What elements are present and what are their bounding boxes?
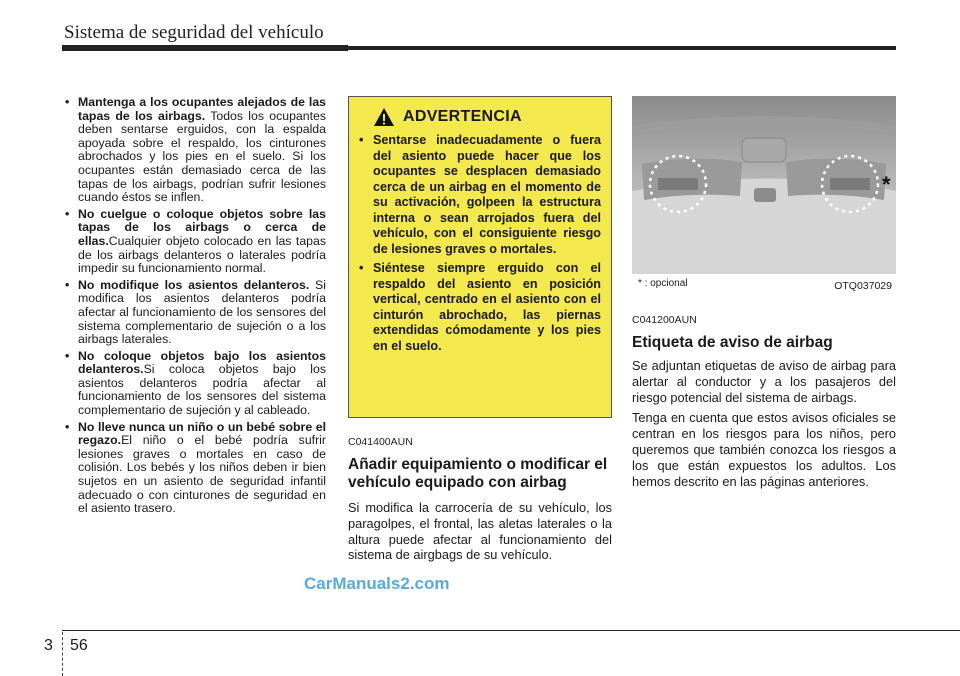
- figure-optional-note: * : opcional: [638, 278, 688, 289]
- page-section-number: 3: [44, 637, 53, 654]
- footer-divider: [62, 632, 63, 676]
- sun-visor-figure: [632, 96, 896, 302]
- right-column: [632, 96, 896, 490]
- section-body: Tenga en cuenta que estos avisos oficiales se centran en los riesgos para los niños, pero queremos que también conozca los riesgos a los que están expuestos los adultos. Los hemos descrito en las páginas anteriores.: [632, 410, 896, 489]
- bullet-item: • No coloque objetos bajo los asientos delanteros.Si coloca objetos bajo los asientos delanteros podría afectar al funcionamiento de los sensores del sistema complementario de sujeción y al cableado.: [64, 350, 326, 418]
- watermark-link[interactable]: CarManuals2.com: [304, 574, 450, 593]
- middle-column: [348, 96, 612, 563]
- warning-item: • Siéntese siempre erguido con el respaldo del asiento en posición vertical, centrado en el asiento con el cinturón abrochado, las piernas extendidas cómodamente y los pies en el suelo.: [359, 261, 601, 354]
- page-header-title: Sistema de seguridad del vehículo: [64, 22, 324, 43]
- optional-star: *: [882, 172, 891, 197]
- warning-item: • Sentarse inadecuadamente o fuera del asiento puede hacer que los ocupantes se desplacen demasiado cerca de un airbag en el momento de su activación, golpeen la estructura interna o sean arrojados fuera del vehículo, con el consiguiente riesgo de lesiones graves o mortales.: [359, 133, 601, 257]
- figure-code: OTQ037029: [834, 280, 892, 292]
- section-code: C041400AUN: [348, 436, 413, 448]
- warning-header: [359, 107, 601, 127]
- section-title: Añadir equipamiento o modificar el vehículo equipado con airbag: [348, 456, 608, 491]
- section-body: Se adjuntan etiquetas de aviso de airbag para alertar al conductor y a los pasajeros del riesgo potencial del sistema de airbags.: [632, 358, 896, 405]
- section-code: C041200AUN: [632, 314, 697, 326]
- section-body: Si modifica la carrocería de su vehículo, los paragolpes, el frontal, las aletas laterales o la altura puede afectar al funcionamiento del sistema de airgbags de su vehículo.: [348, 500, 612, 563]
- bullet-item: • No lleve nunca un niño o un bebé sobre el regazo.El niño o el bebé podría sufrir lesiones graves o mortales en caso de colisión. Los bebés y los niños deben ir bien sujetos en un asiento de seguridad infantil adecuado o con cinturones de seguridad en el asiento trasero.: [64, 421, 326, 516]
- car-interior-illustration: [632, 96, 896, 274]
- page-number: 56: [70, 637, 88, 654]
- warning-box: [348, 96, 612, 418]
- header-rule-accent: [62, 45, 348, 51]
- section-title: Etiqueta de aviso de airbag: [632, 334, 833, 351]
- bullet-item: • No cuelgue o coloque objetos sobre las tapas de los airbags o cerca de ellas.Cualquier objeto colocado en las tapas de los airbags delanteros o laterales podría impedir su funcionamiento normal.: [64, 208, 326, 276]
- footer-rule: [62, 630, 960, 631]
- warning-triangle-icon: [373, 107, 395, 127]
- left-column: [64, 96, 326, 519]
- warning-title: ADVERTENCIA: [403, 108, 522, 125]
- bullet-item: • No modifique los asientos delanteros. Si modifica los asientos delanteros podría afectar al funcionamiento de los sensores del sistema complementario de sujeción o a los airbags laterales.: [64, 279, 326, 347]
- bullet-item: • Mantenga a los ocupantes alejados de las tapas de los airbags. Todos los ocupantes deben sentarse erguidos, con la espalda apoyada sobre el respaldo, los cinturones abrochados y los pies en el suelo. Si los ocupantes están demasiado cerca de las tapas de los airbags, podrían sufrir lesiones cuando éstos se inflen.: [64, 96, 326, 205]
- figure-caption: [632, 274, 896, 302]
